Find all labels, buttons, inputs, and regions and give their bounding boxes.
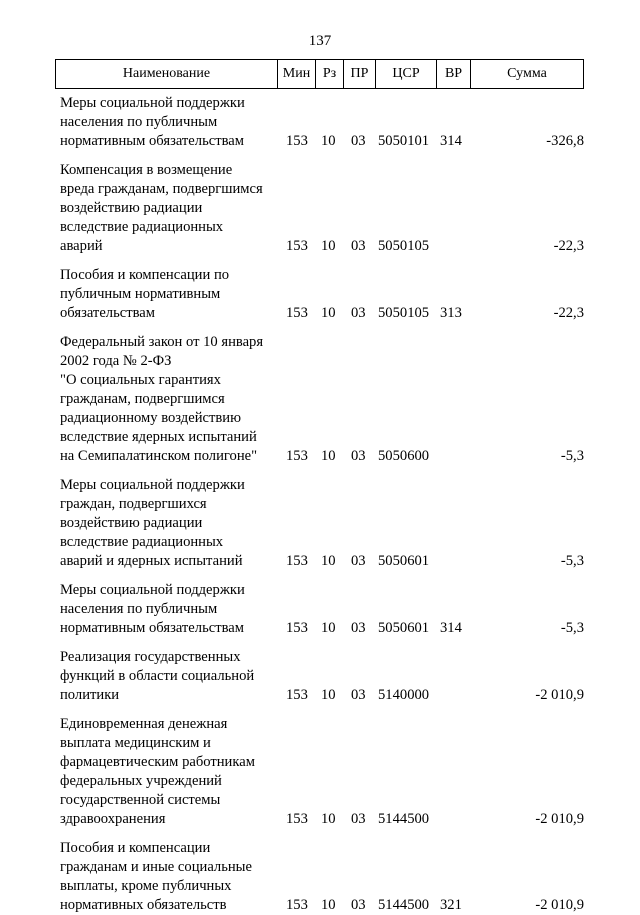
row-sum: -2 010,9	[535, 687, 584, 703]
row-name-line: воздействию радиации	[60, 200, 203, 216]
row-sum: -5,3	[560, 620, 584, 636]
header-min: Мин	[278, 60, 316, 88]
row-name-line: на Семипалатинском полигоне"	[60, 448, 258, 464]
row-name-line: публичным нормативным	[60, 286, 221, 302]
row-name-line: Единовременная денежная	[60, 716, 228, 732]
table-row	[60, 581, 584, 638]
row-pr: 03	[351, 553, 366, 569]
table-row	[60, 715, 584, 829]
row-name-line: Пособия и компенсации	[60, 840, 211, 856]
row-sum: -2 010,9	[535, 811, 584, 827]
table-row	[60, 266, 584, 323]
row-rz: 10	[321, 811, 336, 827]
row-name	[60, 266, 270, 323]
row-min: 153	[286, 553, 308, 569]
row-csr: 5050105	[378, 238, 430, 254]
row-name-line: обязательствам	[60, 305, 155, 321]
row-rz: 10	[321, 553, 336, 569]
row-name-line: аварий	[60, 238, 103, 254]
row-name-line: 2002 года № 2-ФЗ	[60, 353, 172, 369]
row-name-line: Пособия и компенсации по	[60, 267, 230, 283]
row-csr: 5050601	[378, 553, 430, 569]
row-name-line: воздействию радиации	[60, 515, 203, 531]
row-min: 153	[286, 448, 308, 464]
page-number: 137	[308, 33, 332, 49]
row-csr: 5050101	[378, 133, 430, 149]
row-name-line: Меры социальной поддержки	[60, 477, 245, 493]
row-sum: -326,8	[546, 133, 584, 149]
row-vr: 314	[440, 133, 462, 149]
row-pr: 03	[351, 687, 366, 703]
row-name	[60, 581, 270, 638]
row-name-line: "О социальных гарантиях	[60, 372, 221, 388]
row-rz: 10	[321, 897, 336, 913]
row-pr: 03	[351, 305, 366, 321]
row-name-line: нормативных обязательств	[60, 897, 227, 913]
header-pr: ПР	[344, 60, 376, 88]
row-sum: -5,3	[560, 553, 584, 569]
row-name-line: выплата медицинским и	[60, 735, 211, 751]
row-pr: 03	[351, 620, 366, 636]
row-name-line: Реализация государственных	[60, 649, 241, 665]
row-name-line: аварий и ядерных испытаний	[60, 553, 243, 569]
header-vr: ВР	[437, 60, 471, 88]
row-csr: 5050105	[378, 305, 430, 321]
row-name-line: выплаты, кроме публичных	[60, 878, 232, 894]
row-name-line: населения по публичным	[60, 114, 218, 130]
row-name-line: федеральных учреждений	[60, 773, 222, 789]
row-min: 153	[286, 305, 308, 321]
row-name	[60, 161, 270, 256]
row-rz: 10	[321, 620, 336, 636]
header-rz: Рз	[316, 60, 344, 88]
row-name-line: радиационному воздействию	[60, 410, 241, 426]
row-sum: -2 010,9	[535, 897, 584, 913]
row-csr: 5050600	[378, 448, 430, 464]
row-name	[60, 94, 270, 151]
row-csr: 5050601	[378, 620, 430, 636]
row-min: 153	[286, 133, 308, 149]
row-name	[60, 648, 270, 705]
row-name-line: граждан, подвергшихся	[60, 496, 207, 512]
row-name	[60, 476, 270, 571]
row-csr: 5140000	[378, 687, 430, 703]
table-row	[60, 94, 584, 151]
row-name-line: Меры социальной поддержки	[60, 95, 245, 111]
row-name-line: вследствие радиационных	[60, 534, 224, 550]
row-rz: 10	[321, 305, 336, 321]
row-name-line: политики	[60, 687, 120, 703]
row-min: 153	[286, 811, 308, 827]
row-name-line: гражданам, подвергшимся	[60, 391, 225, 407]
row-name	[60, 839, 270, 915]
row-name-line: гражданам и иные социальные	[60, 859, 252, 875]
row-sum: -5,3	[560, 448, 584, 464]
row-name-line: государственной системы	[60, 792, 221, 808]
table-row	[60, 161, 584, 256]
row-csr: 5144500	[378, 897, 430, 913]
row-name-line: Меры социальной поддержки	[60, 582, 245, 598]
row-vr: 313	[440, 305, 462, 321]
row-sum: -22,3	[553, 305, 584, 321]
table-body	[60, 94, 584, 915]
row-rz: 10	[321, 133, 336, 149]
header-sum: Сумма	[507, 66, 547, 81]
row-vr: 321	[440, 897, 462, 913]
row-pr: 03	[351, 811, 366, 827]
row-rz: 10	[321, 687, 336, 703]
row-name-line: вследствие ядерных испытаний	[60, 429, 257, 445]
table-row	[60, 648, 584, 705]
row-pr: 03	[351, 133, 366, 149]
row-name-line: нормативным обязательствам	[60, 620, 244, 636]
row-rz: 10	[321, 238, 336, 254]
row-pr: 03	[351, 238, 366, 254]
row-name-line: Федеральный закон от 10 января	[60, 334, 264, 350]
table-header	[55, 59, 584, 89]
row-name-line: Компенсация в возмещение	[60, 162, 233, 178]
row-name-line: здравоохранения	[60, 811, 166, 827]
row-name-line: нормативным обязательствам	[60, 133, 244, 149]
row-name-line: населения по публичным	[60, 601, 218, 617]
header-name: Наименование	[56, 60, 278, 88]
row-vr: 314	[440, 620, 462, 636]
row-csr: 5144500	[378, 811, 430, 827]
row-name	[60, 715, 270, 829]
row-name	[60, 333, 270, 466]
row-min: 153	[286, 897, 308, 913]
row-min: 153	[286, 238, 308, 254]
row-sum: -22,3	[553, 238, 584, 254]
table-row	[60, 476, 584, 571]
row-name-line: фармацевтическим работникам	[60, 754, 255, 770]
header-csr: ЦСР	[376, 60, 437, 88]
table-row	[60, 333, 584, 466]
row-min: 153	[286, 620, 308, 636]
row-name-line: вследствие радиационных	[60, 219, 224, 235]
row-pr: 03	[351, 448, 366, 464]
row-min: 153	[286, 687, 308, 703]
row-pr: 03	[351, 897, 366, 913]
row-name-line: вреда гражданам, подвергшимся	[60, 181, 263, 197]
row-name-line: функций в области социальной	[60, 668, 255, 684]
table-row	[60, 839, 584, 915]
row-rz: 10	[321, 448, 336, 464]
